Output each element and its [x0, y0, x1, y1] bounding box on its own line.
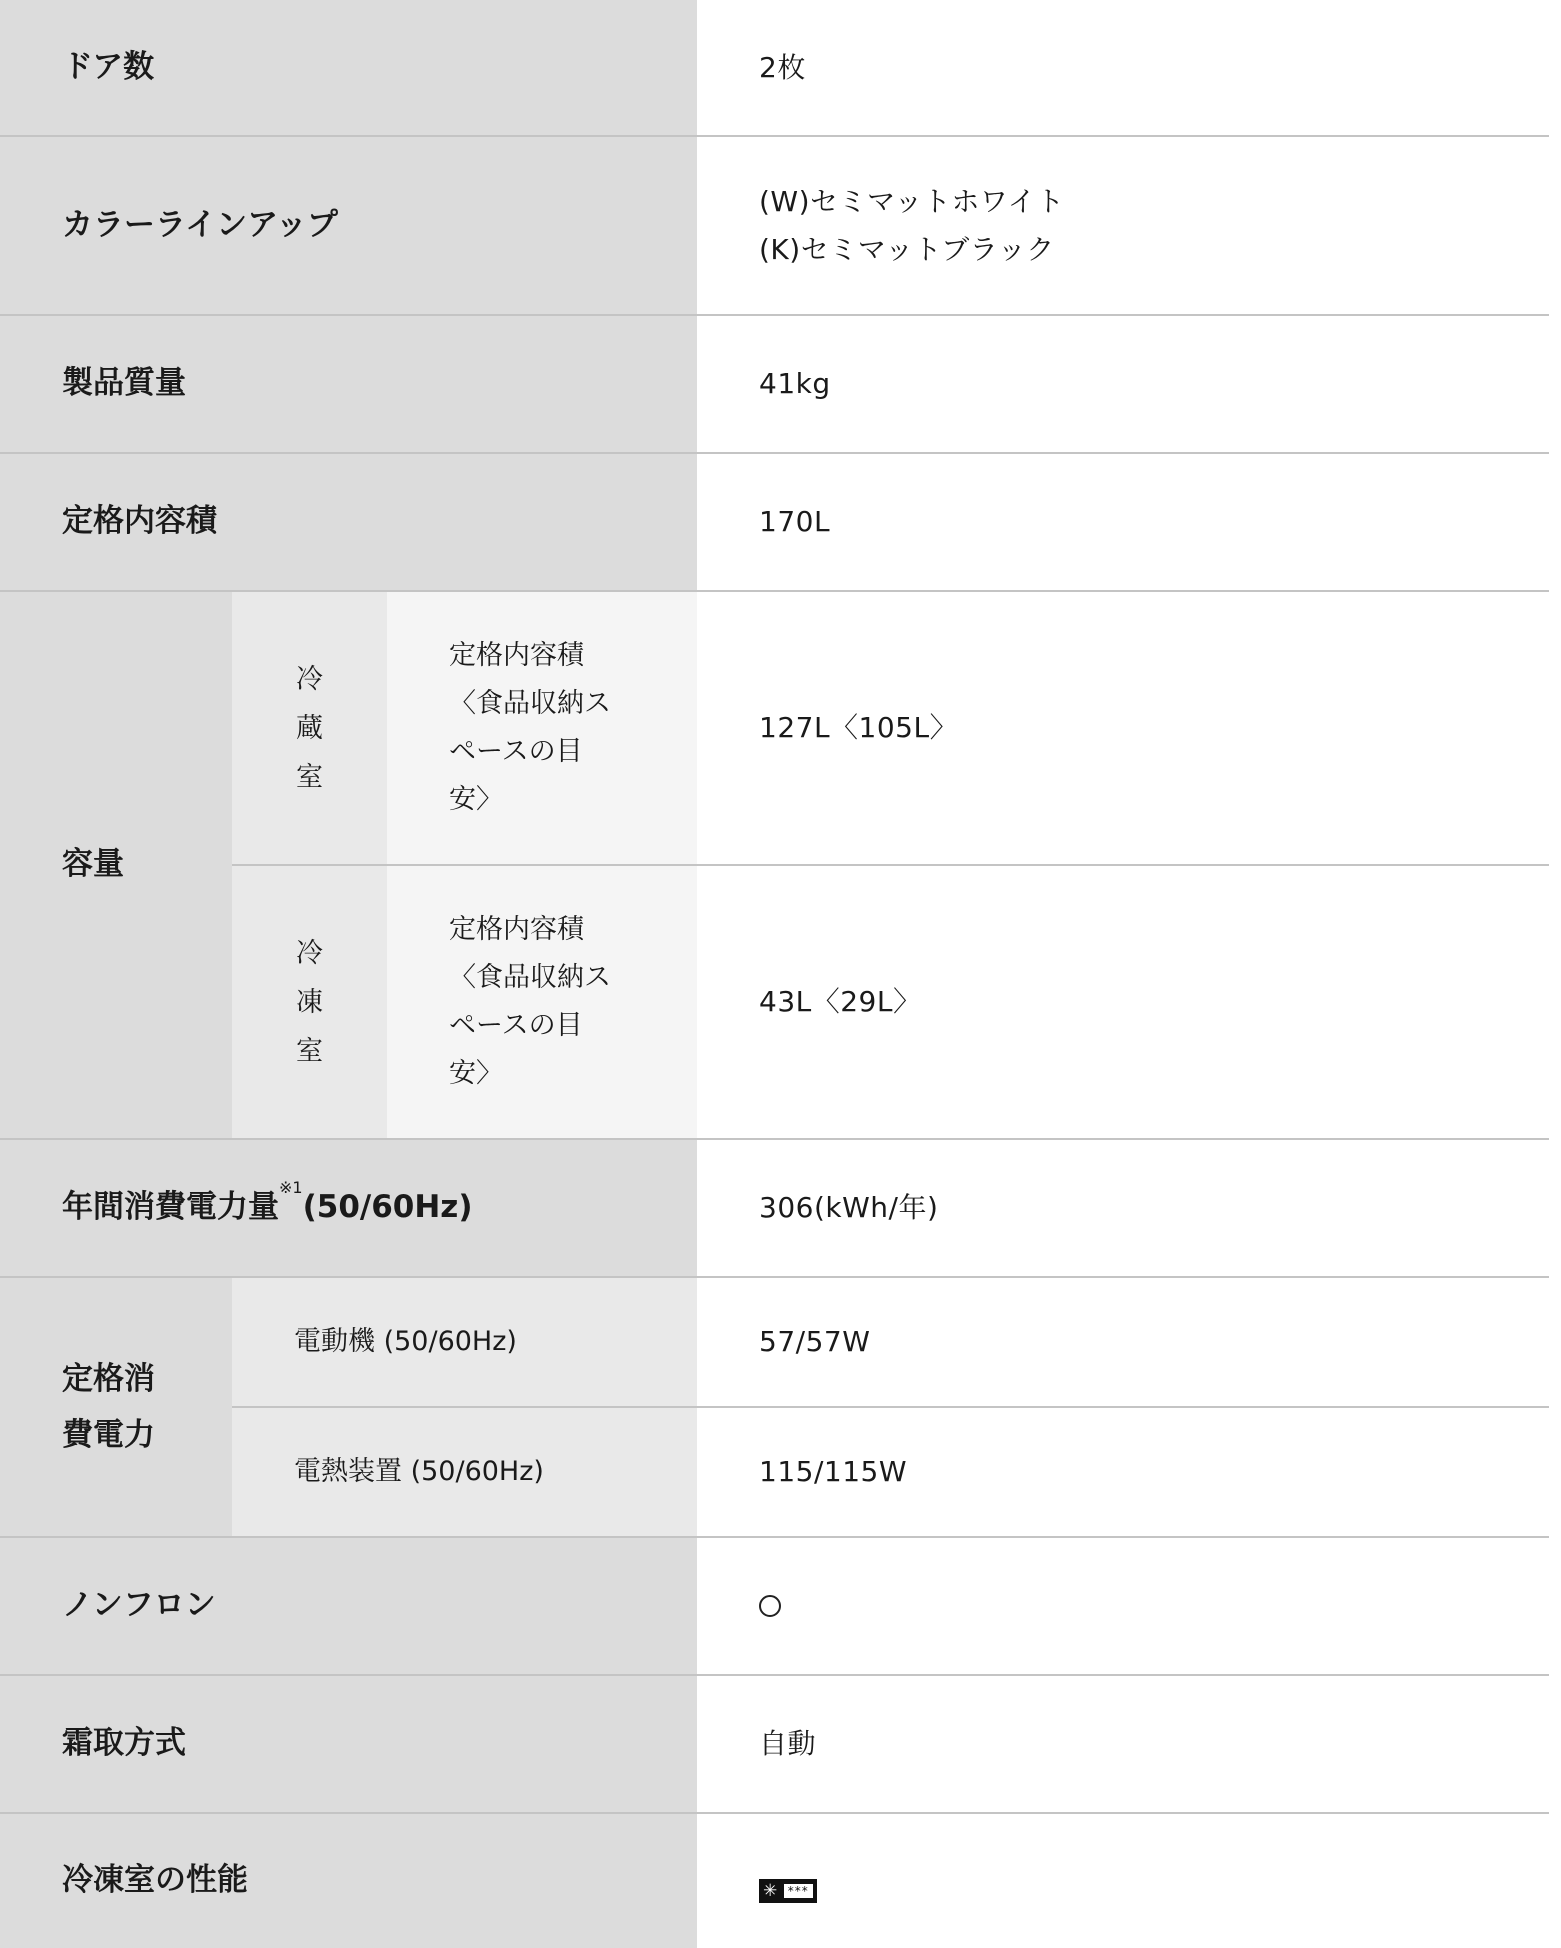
row-label-capacity: 容量 [0, 592, 232, 1138]
label-line: 費電力 [62, 1417, 155, 1453]
row-label-annual-power [0, 1140, 697, 1276]
color-option: (W)セミマットホワイト [759, 184, 1065, 218]
row-value-motor: 57/57W [697, 1278, 1561, 1406]
fridge-item-label [387, 592, 697, 864]
row-value-doors: 2枚 [697, 0, 1561, 135]
row-label-weight: 製品質量 [0, 316, 697, 452]
row-value-freezer-capacity: 43L〈29L〉 [697, 866, 1561, 1138]
sub-label-heater: 電熱装置 (50/60Hz) [232, 1408, 697, 1536]
compartment-fridge [232, 592, 387, 864]
row-label-nonfreon: ノンフロン [0, 1538, 697, 1674]
row-value-freezer-performance [697, 1814, 1561, 1948]
star-rating-icon: *** [784, 1884, 813, 1898]
compartment-char: 冷 [296, 937, 323, 969]
row-value-nonfreon [697, 1538, 1561, 1674]
row-value-rated-capacity: 170L [697, 454, 1561, 590]
row-value-annual-power: 306(kWh/年) [697, 1140, 1561, 1276]
freezer-star-rating-icon [759, 1879, 817, 1903]
color-option: (K)セミマットブラック [759, 232, 1055, 266]
row-value-fridge-capacity: 127L〈105L〉 [697, 592, 1561, 864]
row-value-heater: 115/115W [697, 1408, 1561, 1536]
row-value-defrost: 自動 [697, 1676, 1561, 1812]
snowflake-icon: ✳ [763, 1881, 778, 1901]
row-label-rated-capacity: 定格内容積 [0, 454, 697, 590]
sub-label-motor: 電動機 (50/60Hz) [232, 1278, 697, 1406]
item-line: 定格内容積 [449, 914, 584, 945]
row-label-rated-power [0, 1278, 232, 1536]
item-line: ペースの目 [449, 736, 583, 767]
annual-power-suffix: (50/60Hz) [302, 1189, 473, 1226]
item-line: 安〉 [449, 1058, 503, 1089]
row-label-colors: カラーラインアップ [0, 137, 697, 314]
compartment-freezer [232, 866, 387, 1138]
row-value-colors [697, 137, 1561, 314]
row-label-freezer-performance: 冷凍室の性能 [0, 1814, 697, 1948]
freezer-item-label [387, 866, 697, 1138]
circle-icon [759, 1595, 781, 1617]
compartment-char: 室 [296, 761, 323, 793]
row-value-weight: 41kg [697, 316, 1561, 452]
item-line: 〈食品収納ス [449, 688, 611, 719]
compartment-char: 室 [296, 1035, 323, 1067]
compartment-char: 凍 [296, 986, 323, 1018]
item-line: ペースの目 [449, 1010, 583, 1041]
item-line: 安〉 [449, 784, 503, 815]
compartment-char: 蔵 [296, 712, 323, 744]
annual-power-label: 年間消費電力量 [62, 1189, 279, 1226]
row-label-defrost: 霜取方式 [0, 1676, 697, 1812]
row-label-doors: ドア数 [0, 0, 697, 135]
item-line: 定格内容積 [449, 640, 584, 671]
label-line: 定格消 [62, 1361, 155, 1397]
item-line: 〈食品収納ス [449, 962, 611, 993]
compartment-char: 冷 [296, 663, 323, 695]
footnote-mark: ※1 [279, 1178, 303, 1198]
